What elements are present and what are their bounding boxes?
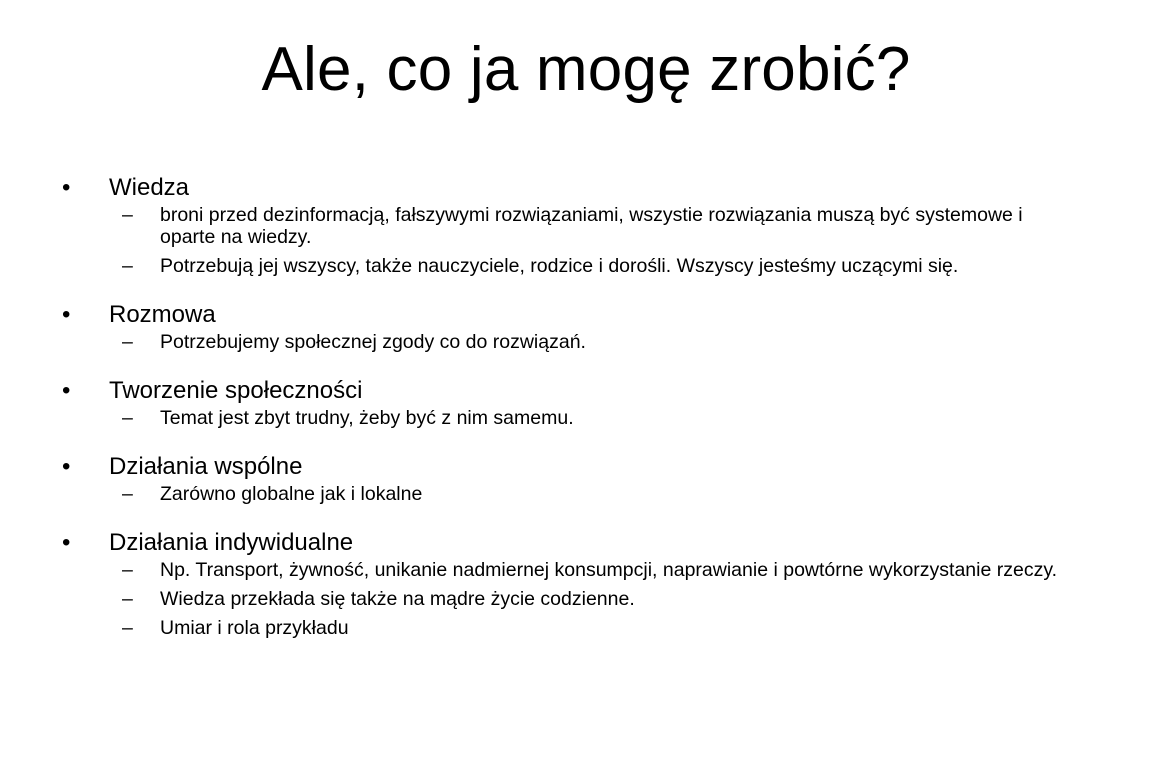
bullet-dot-icon: • xyxy=(62,453,71,480)
sub-item xyxy=(62,483,1122,505)
sub-list xyxy=(62,331,1122,353)
bullet-dot-icon: • xyxy=(62,301,71,328)
sub-item xyxy=(62,617,1122,639)
dash-icon: – xyxy=(122,559,133,581)
sub-item-text: Umiar i rola przykładu xyxy=(160,617,349,639)
sub-item-text: broni przed dezinformacją, fałszywymi rozwiązaniami, wszystie rozwiązania muszą być systemowe i oparte na wiedzy. xyxy=(160,204,1023,248)
bullet-dot-icon: • xyxy=(62,377,71,404)
dash-icon: – xyxy=(122,407,133,429)
dash-icon: – xyxy=(122,483,133,505)
dash-icon: – xyxy=(122,588,133,610)
bullet-heading: Działania indywidualne xyxy=(109,529,354,556)
bullet-item-tworzenie-spolecznosci xyxy=(62,375,1122,429)
sub-list xyxy=(62,407,1122,429)
sub-list xyxy=(62,483,1122,505)
bullet-dot-icon: • xyxy=(62,174,71,201)
sub-item xyxy=(62,204,1122,248)
dash-icon: – xyxy=(122,331,133,353)
sub-item-text: Zarówno globalne jak i lokalne xyxy=(160,483,423,505)
sub-item xyxy=(62,331,1122,353)
bullet-item-dzialania-indywidualne xyxy=(62,527,1122,639)
bullet-heading: Rozmowa xyxy=(109,301,216,328)
sub-item-text: Potrzebujemy społecznej zgody co do rozwiązań. xyxy=(160,331,586,353)
sub-list xyxy=(62,559,1122,639)
sub-item-text: Potrzebują jej wszyscy, także nauczyciele, rodzice i dorośli. Wszyscy jesteśmy uczącymi się. xyxy=(160,255,959,277)
bullet-list xyxy=(62,172,1122,661)
sub-item-text: Wiedza przekłada się także na mądre życie codzienne. xyxy=(160,588,635,610)
sub-list xyxy=(62,204,1122,277)
slide-title: Ale, co ja mogę zrobić? xyxy=(261,35,911,104)
sub-item xyxy=(62,588,1122,610)
bullet-heading: Działania wspólne xyxy=(109,453,303,480)
dash-icon: – xyxy=(122,617,133,639)
sub-item xyxy=(62,407,1122,429)
bullet-dot-icon: • xyxy=(62,529,71,556)
bullet-heading: Tworzenie społeczności xyxy=(109,377,363,404)
bullet-item-wiedza xyxy=(62,172,1122,277)
dash-icon: – xyxy=(122,204,133,226)
bullet-heading: Wiedza xyxy=(109,174,190,201)
sub-item xyxy=(62,559,1122,581)
bullet-item-dzialania-wspolne xyxy=(62,451,1122,505)
bullet-item-rozmowa xyxy=(62,299,1122,353)
sub-item-text: Temat jest zbyt trudny, żeby być z nim samemu. xyxy=(160,407,574,429)
dash-icon: – xyxy=(122,255,133,277)
sub-item-text: Np. Transport, żywność, unikanie nadmiernej konsumpcji, naprawianie i powtórne wykorzystanie rzeczy. xyxy=(160,559,1058,581)
sub-item xyxy=(62,255,1122,277)
